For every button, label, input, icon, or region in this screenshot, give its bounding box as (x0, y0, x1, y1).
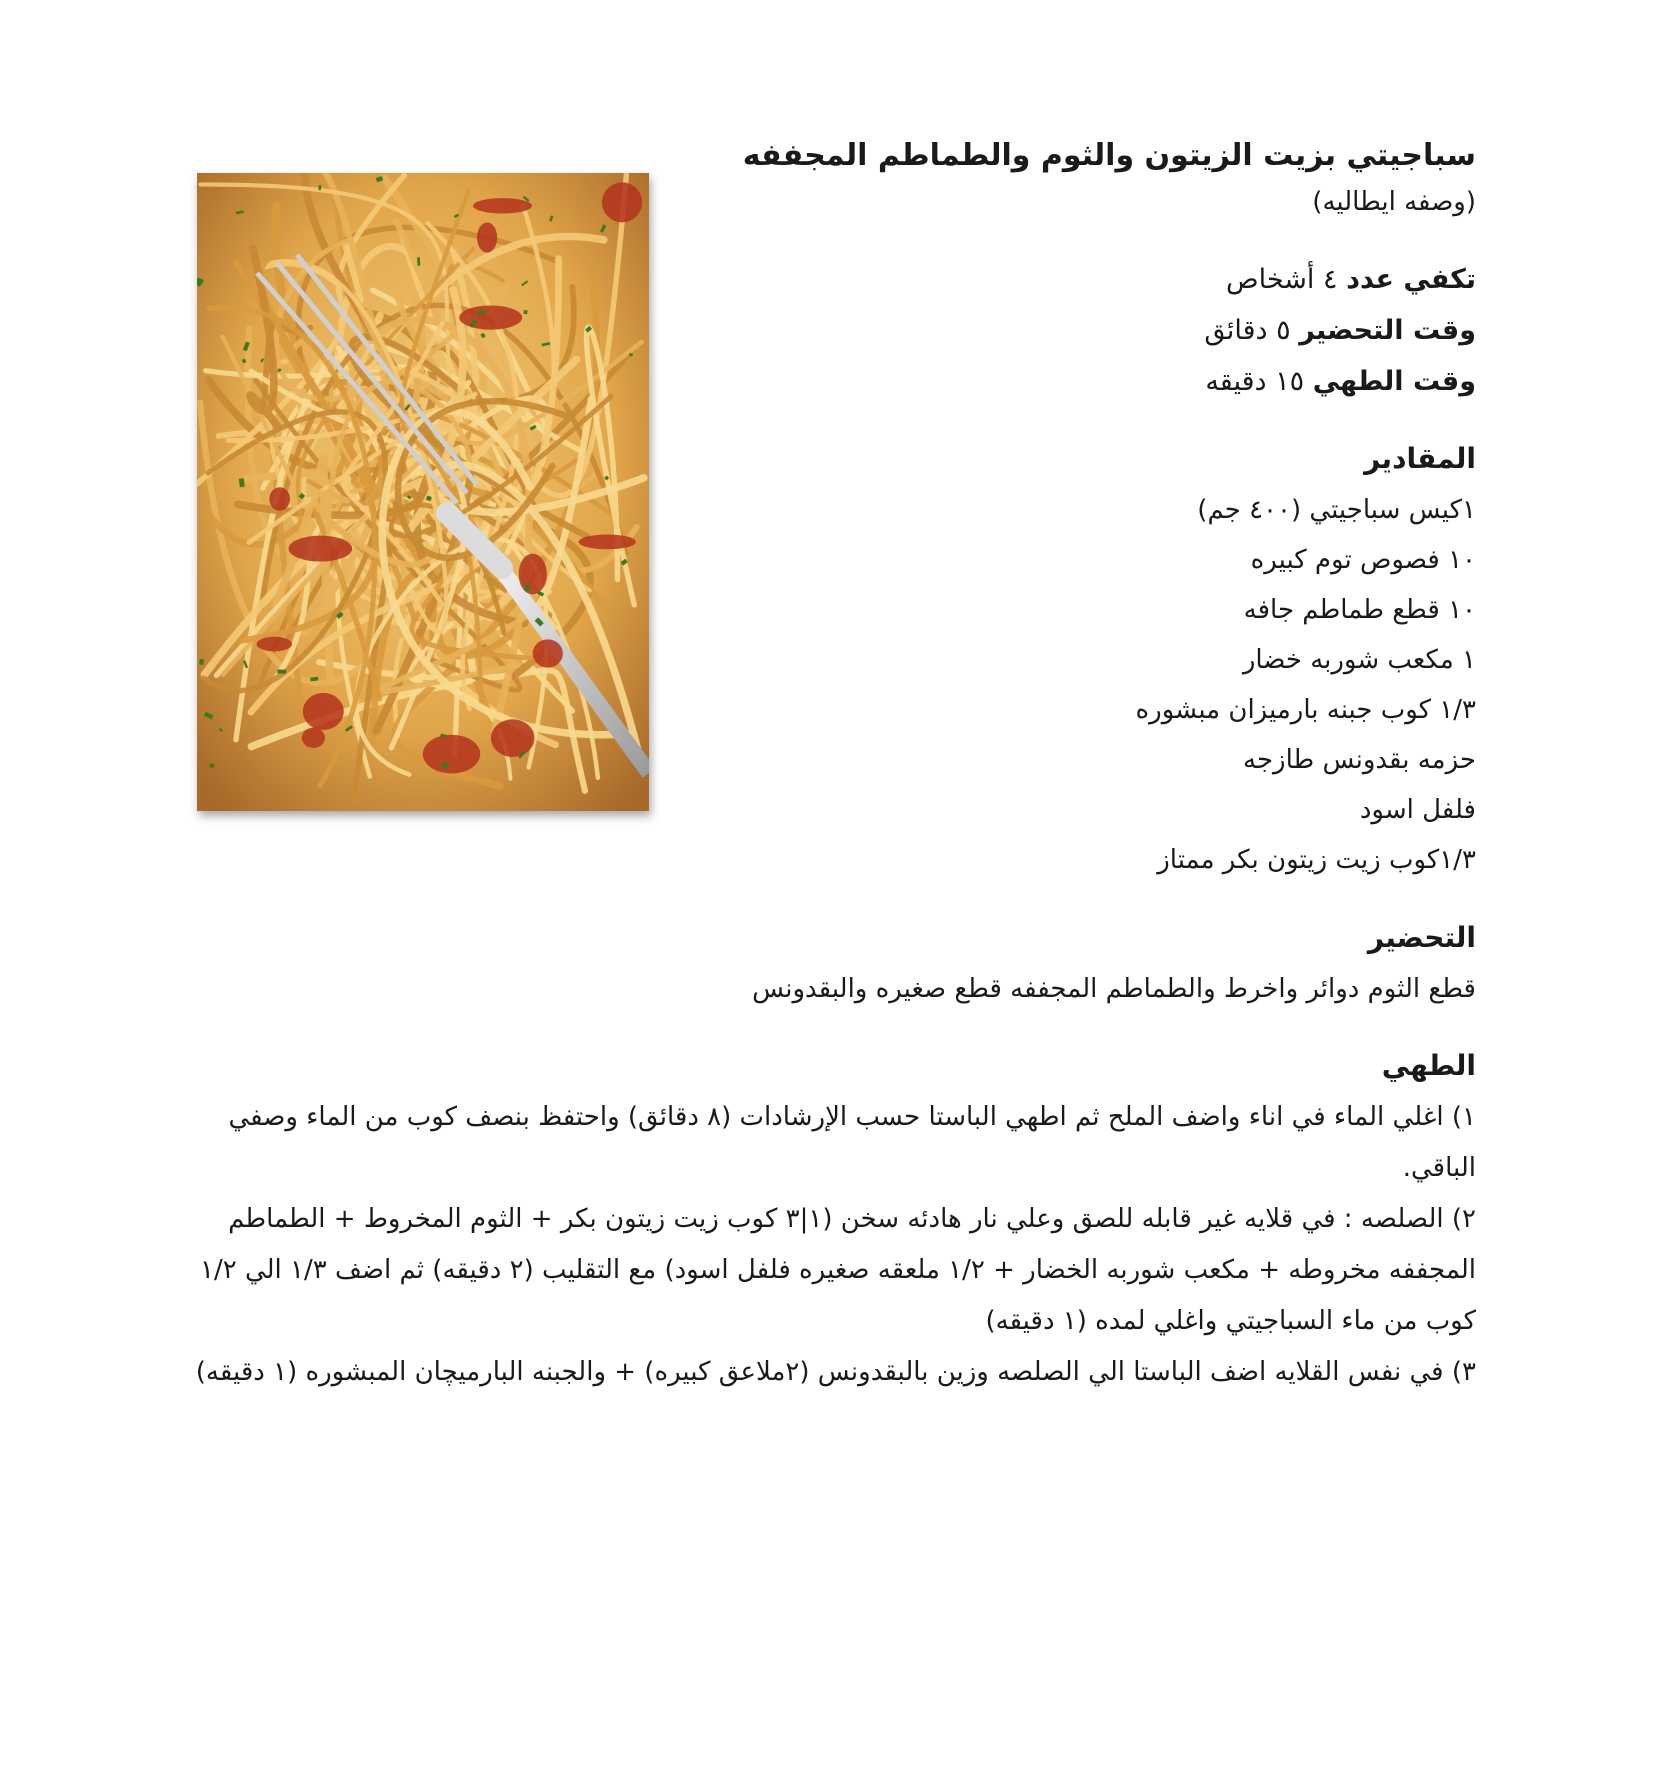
tomato-piece (491, 719, 535, 757)
tomato-piece (477, 223, 497, 253)
ingredient-item: ١٠ قطع طماطم جافه (1243, 595, 1476, 625)
tomato-piece (473, 198, 532, 213)
parsley-flake (239, 478, 245, 487)
serves-value: ٤ أشخاص (1225, 264, 1338, 295)
cook-time-line (716, 356, 1476, 407)
parsley-flake (199, 659, 204, 665)
cooking-heading: الطهي (1381, 1049, 1476, 1082)
recipe-title: سباجيتي بزيت الزيتون والثوم والطماطم المجففه (742, 138, 1476, 173)
cooking-step: ٢) الصلصه : في قلايه غير قابله للصق وعلي نار هادئه سخن (١|٣ كوب زيت زيتون بكر + الثوم المخروط + الطماطم المجففه مخروطه + مكعب شوربه الخضار + ١/٢ ملعقه صغيره فلفل اسود) مع التقليب (٢ دقيقه) ثم اضف ١/٣ الي ١/٢ كوب من ماء السباجيتي واغلي لمده (١ دقيقه) (199, 1204, 1476, 1336)
tomato-piece (303, 693, 344, 730)
tomato-piece (579, 535, 636, 550)
ingredient-item: حزمه بقدونس طازجه (1243, 745, 1476, 775)
prep-time-line (716, 305, 1476, 356)
cook-time-value: ١٥ دقيقه (1205, 366, 1305, 397)
tomato-piece (602, 182, 642, 222)
preparation-heading: التحضير (1367, 921, 1476, 954)
parsley-flake (277, 670, 286, 674)
parsley-flake (524, 585, 530, 592)
ingredient-item: ١/٣ كوب جبنه بارميزان مبشوره (1135, 695, 1476, 725)
tomato-piece (302, 728, 325, 748)
preparation-text: قطع الثوم دوائر واخرط والطماطم المجففه قطع صغيره والبقدونس (752, 974, 1476, 1004)
ingredient-item: فلفل اسود (1359, 795, 1476, 825)
preparation-section (186, 912, 1476, 1015)
prep-time-label: وقت التحضير (1299, 315, 1476, 346)
ingredient-item: ١كيس سباجيتي (٤٠٠ جم) (1197, 495, 1476, 525)
cooking-step: ١) اغلي الماء في اناء واضف الملح ثم اطهي الباستا حسب الإرشادات (٨ دقائق) واحتفظ بنصف كوب من الماء وصفي الباقي. (228, 1102, 1476, 1183)
tomato-piece (269, 487, 290, 511)
recipe-photo (197, 173, 649, 811)
serves-label: تكفي عدد (1346, 264, 1476, 295)
parsley-flake (417, 257, 420, 266)
tomato-piece (423, 735, 480, 774)
cook-time-label: وقت الطهي (1312, 366, 1476, 397)
ingredient-item: ١/٣كوب زيت زيتون بكر ممتاز (1157, 845, 1476, 875)
ingredient-item: ١٠ فصوص توم كبيره (1250, 545, 1476, 575)
ingredients-list (716, 485, 1476, 885)
ingredient-item: ١ مكعب شوربه خضار (1242, 645, 1476, 675)
recipe-subtitle: (وصفه ايطاليه) (1312, 187, 1476, 217)
spaghetti-photo-icon (197, 173, 649, 811)
tomato-piece (533, 639, 563, 667)
tomato-piece (519, 554, 547, 595)
serves-line (716, 254, 1476, 305)
cooking-step: ٣) في نفس القلايه اضف الباستا الي الصلصه وزين بالبقدونس (٢ملاعق كبيره) + والجبنه البارميچان المبشوره (١ دقيقه) (195, 1357, 1476, 1387)
ingredients-heading: المقادير (1364, 442, 1476, 475)
parsley-flake (523, 310, 527, 314)
tomato-piece (289, 536, 353, 562)
tomato-piece (257, 637, 292, 652)
prep-time-value: ٥ دقائق (1204, 315, 1291, 346)
tomato-piece (459, 306, 522, 330)
cooking-section (186, 1040, 1476, 1398)
recipe-header (716, 132, 1476, 885)
parsley-flake (318, 185, 321, 190)
